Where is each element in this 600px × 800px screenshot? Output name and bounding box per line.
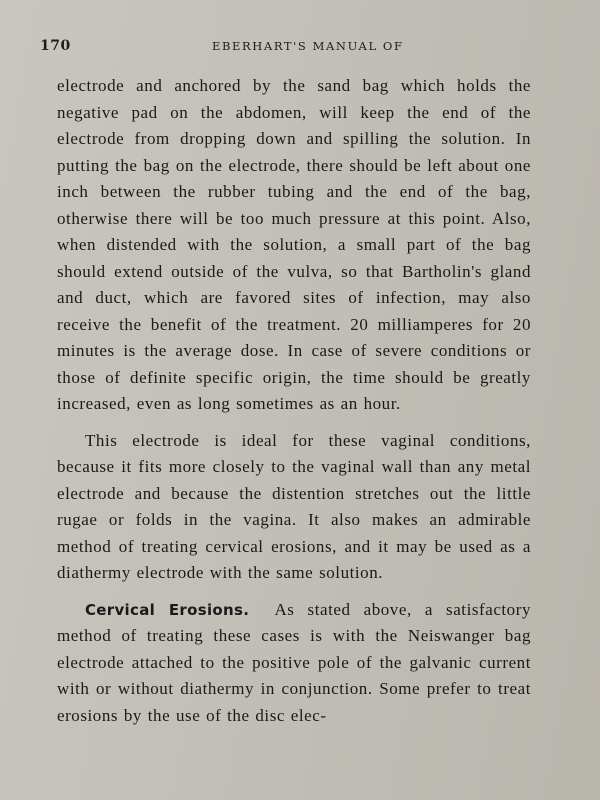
section-heading: Cervical Erosions. [85,600,250,619]
body-text [57,73,531,739]
paragraph-1: electrode and anchored by the sand bag which holds the negative pad on the abdomen, will keep the end of the electrode from dropping down and spilling the solution. In putting the bag on the electrode, there should be left about one inch between the rubber tubing and the end of the bag, otherwise there will be too much pressure at this point. Also, when distended with the solution, a small part of the bag should extend outside of the vulva, so that Bartholin's gland and duct, which are favored sites of infection, may also receive the benefit of the treatment. 20 milliamperes for 20 minutes is the average dose. In case of severe conditions or those of definite specific origin, the time should be greatly increased, even as long sometimes as an hour. [57,76,531,413]
running-head: EBERHART'S MANUAL OF [212,39,404,53]
page-header [40,38,560,58]
page-number: 170 [40,38,71,54]
paragraph-2: This electrode is ideal for these vaginal conditions, because it fits more closely to the vaginal wall than any metal electrode and because the distention stretches out the little rugae or folds in the vagina. It also makes an admirable method of treating cervical erosions, and it may be used as a diathermy electrode with the same solution. [57,430,531,582]
paragraph-3-container [57,597,531,730]
paragraph-3: As stated above, a satisfactory method of treating these cases is with the Neiswanger bag electrode attached to the positive pole of the galvanic current with or without diathermy in conjunction. Some prefer to treat erosions by the use of the disc elec- [57,599,531,725]
